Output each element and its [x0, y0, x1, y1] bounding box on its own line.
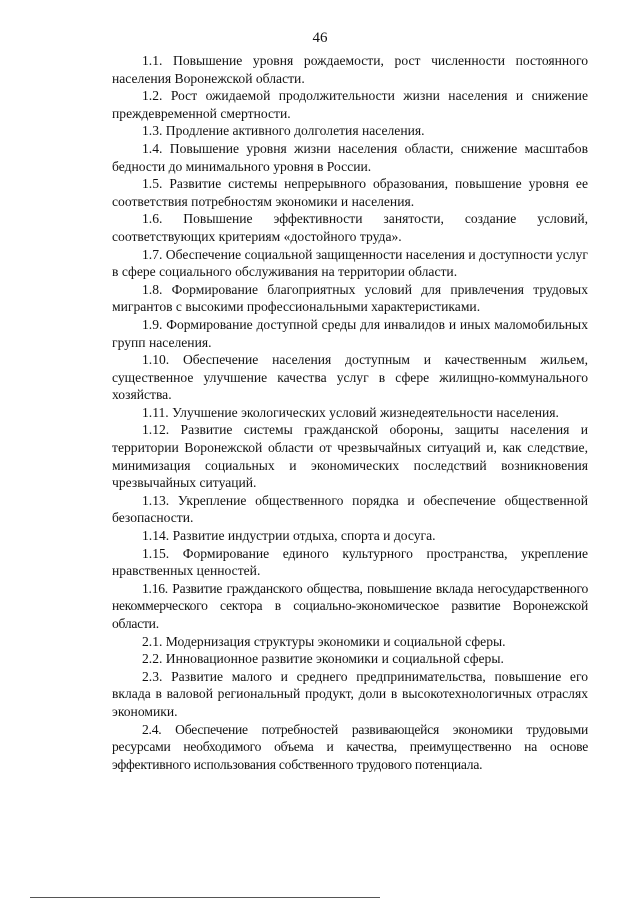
list-item-1-4: 1.4. Повышение уровня жизни населения области, снижение масштабов бедности до минимального уровня в России.	[112, 140, 588, 174]
list-item-1-3: 1.3. Продление активного долголетия населения.	[142, 123, 425, 139]
list-item-1-13: 1.13. Укрепление общественного порядка и обеспечение общественной безопасности.	[112, 492, 588, 526]
list-item-1-9: 1.9. Формирование доступной среды для инвалидов и иных маломобильных групп населения.	[112, 316, 588, 350]
list-item-2-3: 2.3. Развитие малого и среднего предпринимательства, повышение его вклада в валовой региональный продукт, доли в высокотехнологичных отраслях экономики.	[112, 668, 588, 719]
list-item-1-6: 1.6. Повышение эффективности занятости, создание условий, соответствующих критериям «достойного труда».	[112, 211, 588, 244]
list-item-2-1: 2.1. Модернизация структуры экономики и социальной сферы.	[142, 633, 506, 649]
list-item-1-8: 1.8. Формирование благоприятных условий для привлечения трудовых мигрантов с высокими профессиональными характеристиками.	[112, 281, 588, 315]
list-item-2-2: 2.2. Инновационное развитие экономики и социальной сферы.	[142, 651, 504, 667]
list-item-1-2: 1.2. Рост ожидаемой продолжительности жизни населения и снижение преждевременной смертности.	[112, 88, 588, 121]
list-item-1-10: 1.10. Обеспечение населения доступным и качественным жильем, существенное улучшение качества услуг в сфере жилищно-коммунального хозяйства.	[112, 352, 588, 403]
list-item-1-12: 1.12. Развитие системы гражданской обороны, защиты населения и территории Воронежской области от чрезвычайных ситуаций и, как следствие, минимизация социальных и экономических последствий возникновения чрезвычайных ситуаций.	[112, 422, 588, 491]
list-item-1-11: 1.11. Улучшение экологических условий жизнедеятельности населения.	[142, 404, 559, 420]
list-item-2-4: 2.4. Обеспечение потребностей развивающейся экономики трудовыми ресурсами необходимого объема и качества, преимущественно на основе эффективного использования собственного трудового потенциала.	[112, 721, 588, 772]
list-item-1-5: 1.5. Развитие системы непрерывного образования, повышение уровня ее соответствия потребностям экономики и населения.	[112, 176, 588, 209]
scan-edge-line	[30, 897, 380, 898]
list-item-1-1: 1.1. Повышение уровня рождаемости, рост численности постоянного населения Воронежской области.	[112, 53, 588, 86]
list-item-1-14: 1.14. Развитие индустрии отдыха, спорта и досуга.	[142, 528, 436, 544]
page-number: 46	[312, 30, 328, 46]
list-item-1-7: 1.7. Обеспечение социальной защищенности населения и доступности услуг в сфере социального обслуживания на территории области.	[112, 246, 589, 280]
document-body	[112, 52, 588, 773]
list-item-1-16: 1.16. Развитие гражданского общества, повышение вклада негосударственного некоммерческого сектора в социально-экономическое развитие Воронежской области.	[112, 580, 588, 631]
list-item-1-15: 1.15. Формирование единого культурного пространства, укрепление нравственных ценностей.	[112, 545, 588, 579]
